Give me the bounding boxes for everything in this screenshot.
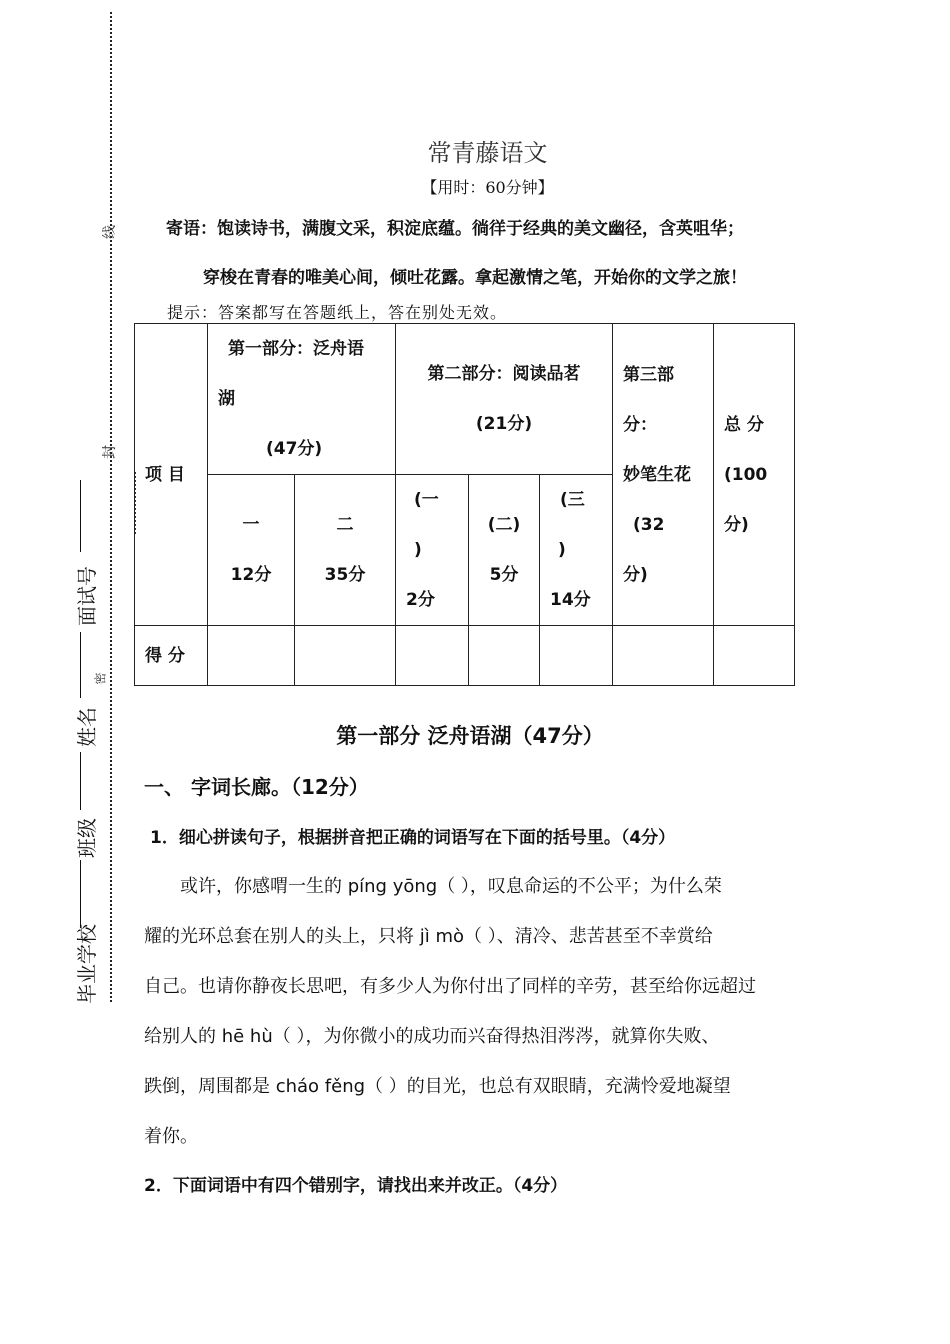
sub2-cell bbox=[295, 475, 396, 626]
total-line1: 总 分 bbox=[724, 414, 764, 435]
question-1-title: 一、 字词长廊。（12分） bbox=[144, 775, 369, 799]
item-header-cell bbox=[135, 324, 208, 626]
sub1-cell bbox=[208, 475, 295, 626]
pinyin-paragraph bbox=[144, 862, 804, 1162]
exam-tip: 提示：答案都写在答题纸上，答在别处无效。 bbox=[167, 303, 508, 322]
part2-header-cell bbox=[396, 324, 613, 475]
sub3-cell bbox=[396, 475, 469, 626]
part3-line1: 第三部 bbox=[623, 364, 674, 385]
exam-title: 常青藤语文 bbox=[427, 139, 548, 167]
paragraph-line: 跌倒，周围都是 cháo fěng（ ）的目光，也总有双眼睛，充满怜爱地凝望 bbox=[144, 1076, 731, 1097]
sub4-cell bbox=[469, 475, 540, 626]
class-line bbox=[80, 752, 81, 810]
sub4-points: 5分 bbox=[489, 565, 519, 585]
sub5-label2: ) bbox=[558, 540, 566, 560]
part3-line5: 分) bbox=[623, 564, 648, 585]
part3-line4: (32 bbox=[633, 514, 665, 535]
total-line3: 分) bbox=[724, 514, 749, 535]
part3-line3: 妙笔生花 bbox=[623, 464, 691, 485]
score-label-cell bbox=[135, 626, 208, 686]
sub3-label2: ) bbox=[414, 540, 422, 560]
score-cell-sub4[interactable] bbox=[469, 626, 540, 686]
sub2-points: 35分 bbox=[324, 565, 366, 585]
sub5-points: 14分 bbox=[550, 590, 591, 610]
sub5-cell bbox=[540, 475, 613, 626]
question-1-1: 1．细心拼读句子，根据拼音把正确的词语写在下面的括号里。（4分） bbox=[150, 828, 676, 848]
question-1-2: 2．下面词语中有四个错别字，请找出来并改正。（4分） bbox=[144, 1176, 568, 1196]
total-header-cell bbox=[714, 324, 795, 626]
motto-line-2: 穿梭在青春的唯美心间，倾吐花露。拿起激情之笔，开始你的文学之旅！ bbox=[203, 268, 747, 288]
class-label: 班级 bbox=[75, 818, 99, 858]
paragraph-line: 或许，你感喟一生的 píng yōng（ ），叹息命运的不公平；为什么荣 bbox=[180, 876, 722, 897]
motto-line-1: 寄语：饱读诗书，满腹文采，积淀底蕴。徜徉于经典的美文幽径，含英咀华； bbox=[166, 219, 744, 239]
score-cell-part3[interactable] bbox=[613, 626, 714, 686]
sub3-label1: (一 bbox=[414, 490, 439, 510]
score-table bbox=[134, 323, 795, 686]
part2-line2: (21分) bbox=[475, 414, 533, 434]
part1-line1: 第一部分：泛舟语 bbox=[228, 339, 364, 359]
score-label: 得 分 bbox=[145, 645, 185, 666]
score-cell-sub2[interactable] bbox=[295, 626, 396, 686]
sub1-label: 一 bbox=[242, 515, 260, 535]
sub4-label: (二) bbox=[487, 515, 521, 535]
part3-line2: 分： bbox=[623, 414, 657, 435]
part3-header-cell bbox=[613, 324, 714, 626]
school-line bbox=[80, 860, 81, 928]
seal-mark-secret: 密 bbox=[93, 672, 108, 685]
score-cell-sub1[interactable] bbox=[208, 626, 295, 686]
part1-header-cell bbox=[208, 324, 396, 475]
item-label: 项 目 bbox=[145, 464, 185, 485]
score-cell-total[interactable] bbox=[714, 626, 795, 686]
section-title: 第一部分 泛舟语湖（47分） bbox=[336, 724, 604, 748]
name-line bbox=[80, 632, 81, 698]
sub3-points: 2分 bbox=[406, 590, 435, 610]
seal-mark-line: 线 bbox=[102, 225, 118, 239]
sub1-points: 12分 bbox=[230, 565, 272, 585]
interview-no-line bbox=[80, 480, 81, 552]
exam-time: 【用时：60分钟】 bbox=[421, 178, 554, 197]
paragraph-line: 给别人的 hē hù（ ），为你微小的成功而兴奋得热泪涔涔，就算你失败、 bbox=[144, 1026, 720, 1047]
part1-line3: (47分) bbox=[266, 439, 323, 459]
paragraph-line: 着你。 bbox=[144, 1126, 198, 1147]
sub5-label1: (三 bbox=[560, 490, 585, 510]
name-label: 姓名 bbox=[75, 707, 99, 747]
total-line2: (100 bbox=[724, 464, 768, 485]
part2-line1: 第二部分：阅读品茗 bbox=[427, 364, 581, 384]
sub2-label: 二 bbox=[336, 515, 354, 535]
score-cell-sub5[interactable] bbox=[540, 626, 613, 686]
part1-line2: 湖 bbox=[218, 389, 235, 409]
school-label: 毕业学校 bbox=[75, 924, 99, 1004]
interview-no-label: 面试号 bbox=[75, 566, 99, 626]
seal-mark-cover: 封 bbox=[102, 445, 118, 459]
paragraph-line: 耀的光环总套在别人的头上，只将 jì mò（ ）、清冷、悲苦甚至不幸赏给 bbox=[144, 926, 713, 947]
score-cell-sub3[interactable] bbox=[396, 626, 469, 686]
paragraph-line: 自己。也请你静夜长思吧，有多少人为你付出了同样的辛劳，甚至给你远超过 bbox=[144, 976, 756, 997]
